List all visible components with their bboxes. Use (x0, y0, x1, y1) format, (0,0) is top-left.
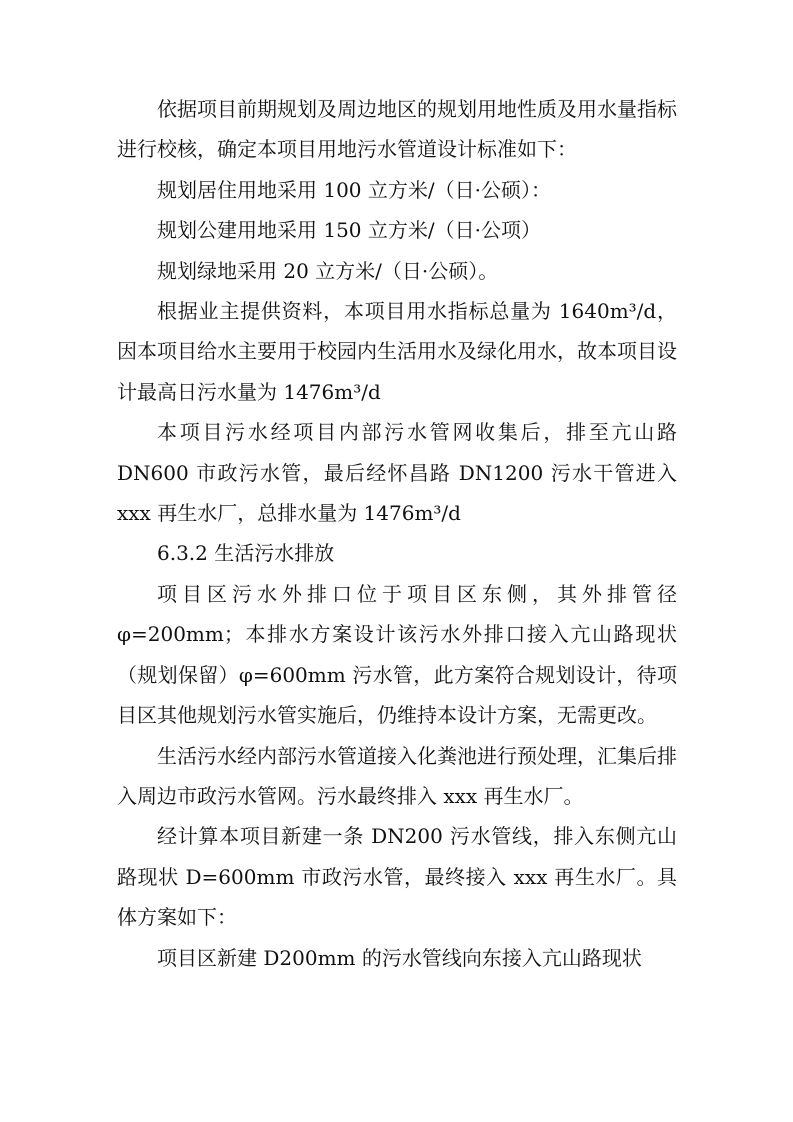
paragraph-public-rate: 规划公建用地采用 150 立方米/（日·公项） (157, 218, 541, 243)
document-body (117, 89, 677, 978)
paragraph-outlet-location: 项目区污水外排口位于项目区东侧，其外排管径 φ=200mm；本排水方案设计该污水外排口接入亢山路现状（规划保留）φ=600mm 污水管，此方案符合规划设计，待项目区其他规划污水管实施后，仍维持本设计方案，无需更改。 (117, 581, 677, 728)
paragraph-residential-rate: 规划居住用地采用 100 立方米/（日·公硕）： (157, 177, 551, 202)
paragraph-water-quota: 根据业主提供资料，本项目用水指标总量为 1640m³/d，因本项目给水主要用于校园内生活用水及绿化用水，故本项目设计最高日污水量为 1476m³/d (117, 299, 677, 404)
paragraph-discharge-route: 本项目污水经项目内部污水管网收集后，排至亢山路 DN600 市政污水管，最后经怀昌路 DN1200 污水干管进入 xxx 再生水厂，总排水量为 1476m³/d (117, 420, 677, 526)
paragraph-standards-intro: 依据项目前期规划及周边地区的规划用地性质及用水量指标进行校核，确定本项目用地污水管道设计标准如下： (117, 97, 677, 162)
section-heading: 6.3.2 生活污水排放 (157, 541, 335, 566)
paragraph-septic-treatment: 生活污水经内部污水管道接入化粪池进行预处理，汇集后排入周边市政污水管网。污水最终排入 xxx 再生水厂。 (117, 743, 677, 808)
paragraph-new-pipeline: 经计算本项目新建一条 DN200 污水管线，排入东侧亢山路现状 D=600mm 市政污水管，最终接入 xxx 再生水厂。具体方案如下： (117, 824, 677, 930)
paragraph-pipeline-detail: 项目区新建 D200mm 的污水管线向东接入亢山路现状 (157, 945, 642, 970)
paragraph-green-rate: 规划绿地采用 20 立方米/（日·公硕）。 (157, 258, 499, 283)
